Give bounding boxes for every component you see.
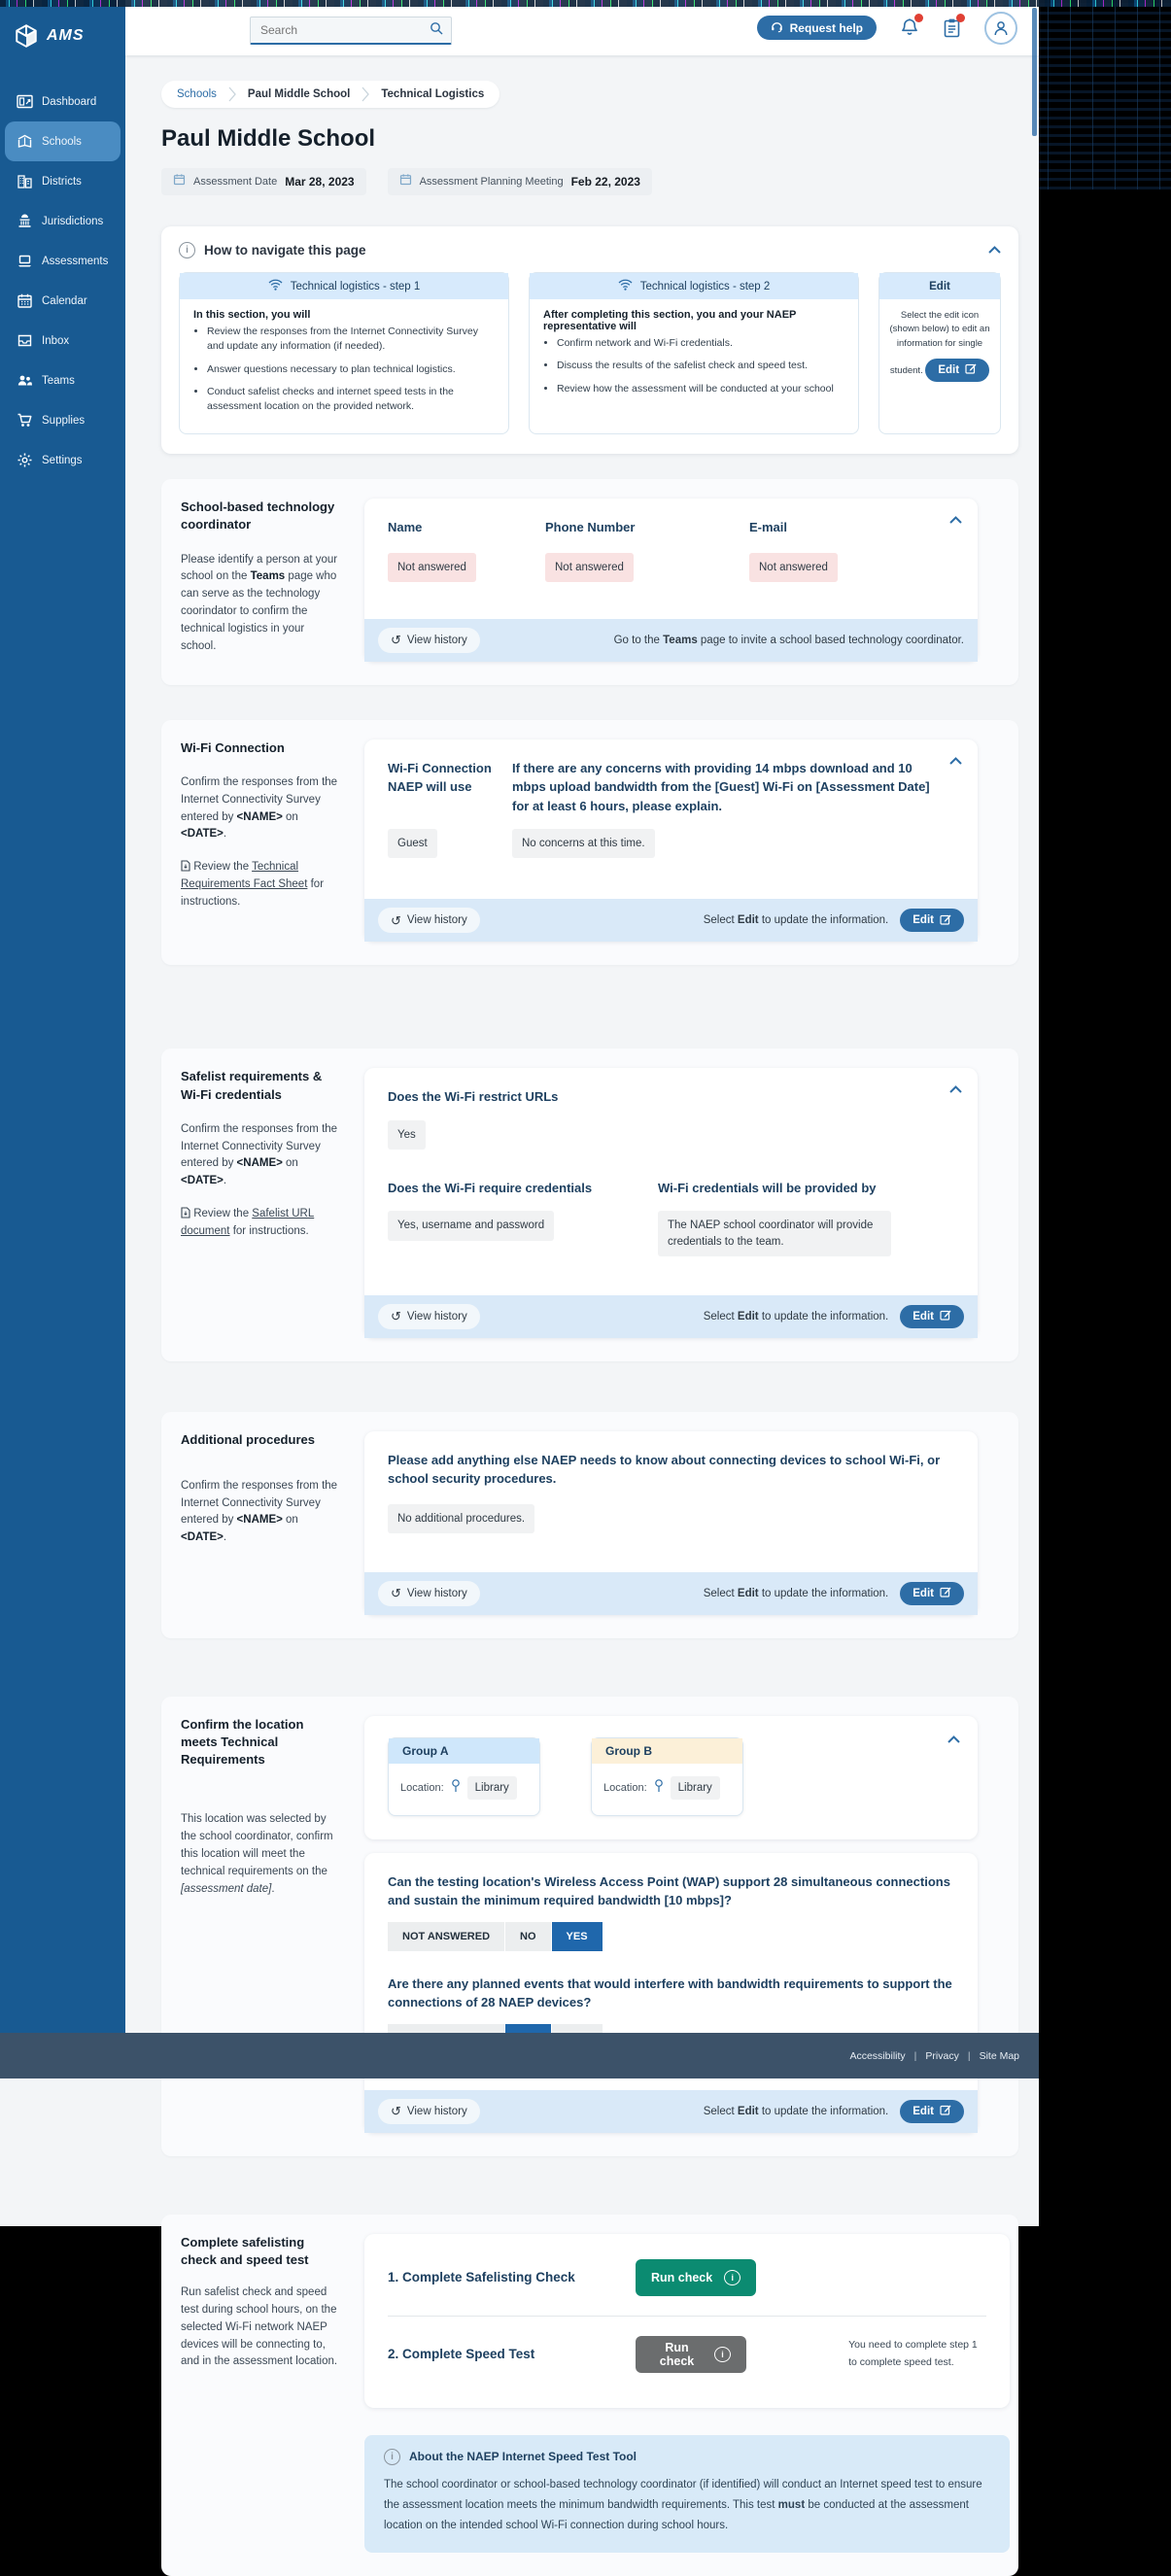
step1-intro: In this section, you will bbox=[193, 309, 311, 322]
dashboard-icon bbox=[16, 93, 33, 111]
badge-label: Assessment Date bbox=[193, 176, 278, 189]
additional-question: Please add anything else NAEP needs to know about connecting devices to school Wi-Fi, or school security procedures. bbox=[388, 1452, 941, 1487]
jurisdictions-icon bbox=[16, 213, 33, 230]
wifi-question: If there are any concerns with providing 14 mbps download and 10 mbps upload bandwidth from the [Guest] Wi-Fi on [Assessment Date] for at least 6 hours, please explain. bbox=[512, 760, 930, 813]
sidebar-item-label: Assessments bbox=[42, 255, 109, 267]
edit-card-header: Edit bbox=[879, 273, 1000, 299]
group-b-name: Group B bbox=[592, 1738, 742, 1764]
sidebar bbox=[0, 0, 125, 2033]
topbar bbox=[125, 0, 1039, 55]
breadcrumb-current-page: Technical Logistics bbox=[381, 88, 485, 100]
section-wifi-connection: Wi-Fi Connection Confirm the responses from the Internet Connectivity Survey entered by <NAME> on <DATE>. Review the Technical Requirements Fact Sheet for instructions. Wi-Fi Connection NAEP will use If there are any concerns with providing 14 mbps download and 10 mbps upload bandwidth from the [Guest] Wi-Fi on [Assessment Date] for at least 6 hours, please explain. Guest No concerns at this time. ↺ View history Select Edit to update the information. Edit bbox=[161, 720, 1018, 966]
section-heading: Additional procedures bbox=[181, 1431, 315, 1447]
location-label: Location: bbox=[400, 1781, 444, 1794]
planned-events-question: Are there any planned events that would interfere with bandwidth requirements to support the connections of 28 NAEP devices? bbox=[388, 1975, 952, 2010]
wap-question-segmented-control bbox=[388, 1922, 603, 1951]
teams-icon bbox=[16, 372, 33, 390]
edit-pencil-icon bbox=[940, 1309, 951, 1323]
sidebar-item-inbox[interactable] bbox=[0, 321, 125, 361]
history-icon: ↺ bbox=[391, 912, 401, 928]
wifi-col1-header: Wi-Fi Connection NAEP will use bbox=[388, 760, 492, 795]
brand-name: AMS bbox=[47, 27, 85, 44]
wap-question: Can the testing location's Wireless Access Point (WAP) support 28 simultaneous connections and sustain the minimum required bandwidth [10 mbps]? bbox=[388, 1873, 950, 1908]
sidebar-item-label: Inbox bbox=[42, 334, 70, 347]
supplies-icon bbox=[16, 412, 33, 429]
safelist-card bbox=[364, 1068, 978, 1337]
footer-link-privacy[interactable]: Privacy bbox=[925, 2049, 959, 2062]
calendar-icon bbox=[399, 173, 412, 190]
user-avatar-button[interactable] bbox=[984, 12, 1017, 45]
view-history-button[interactable]: ↺ View history bbox=[378, 908, 480, 933]
section-safelist-requirements: Safelist requirements & Wi-Fi credentials Confirm the responses from the Internet Connectivity Survey entered by <NAME> on <DATE>. Review the Safelist URL document for instructions. Does the Wi-Fi restrict URLs Yes Does the Wi-Fi require credentials Wi-Fi credentials will be provided by Yes, username and password The NAEP school coordinator will provide credentials to the team. ↺ View history Select Edit to update the information. Edit bbox=[161, 1048, 1018, 1360]
headset-icon bbox=[771, 20, 783, 36]
safelist-a1-chip: Yes bbox=[388, 1120, 426, 1150]
group-b-location-chip: Library bbox=[671, 1776, 720, 1800]
run-checks-card bbox=[364, 2234, 1010, 2408]
sidebar-item-label: Calendar bbox=[42, 294, 87, 307]
edit-button[interactable]: Edit bbox=[900, 909, 964, 932]
tasks-clipboard-button[interactable] bbox=[943, 17, 961, 38]
location-label: Location: bbox=[603, 1781, 647, 1794]
badge-label: Assessment Planning Meeting bbox=[419, 176, 564, 189]
info-icon: i bbox=[714, 2347, 731, 2362]
sidebar-item-assessments[interactable] bbox=[0, 241, 125, 281]
coordinator-card bbox=[364, 498, 978, 662]
sidebar-item-settings[interactable] bbox=[0, 440, 125, 480]
step1-card bbox=[179, 272, 509, 434]
sidebar-item-teams[interactable] bbox=[0, 361, 125, 400]
app-logo bbox=[0, 0, 125, 49]
safelist-a2-chip: Yes, username and password bbox=[388, 1211, 554, 1240]
additional-answer-chip: No additional procedures. bbox=[388, 1504, 534, 1533]
search-input[interactable] bbox=[251, 23, 430, 37]
group-a-name: Group A bbox=[389, 1738, 539, 1764]
view-history-button[interactable]: ↺ View history bbox=[378, 1581, 480, 1606]
divider bbox=[388, 2316, 986, 2317]
step1-header: Technical logistics - step 1 bbox=[290, 280, 421, 292]
view-history-button[interactable]: ↺ View history bbox=[378, 628, 480, 653]
column-header-phone: Phone Number bbox=[545, 520, 636, 535]
school-icon bbox=[16, 133, 33, 151]
edit-pencil-icon bbox=[965, 362, 977, 377]
sidebar-item-label: Districts bbox=[42, 175, 82, 188]
sidebar-item-label: Settings bbox=[42, 454, 83, 466]
top-right-noise-artifact bbox=[1039, 0, 1171, 189]
not-answered-chip: Not answered bbox=[749, 553, 838, 582]
scrollbar-thumb[interactable] bbox=[1032, 8, 1037, 136]
view-history-button[interactable]: ↺ View history bbox=[378, 1304, 480, 1329]
badge-value: Mar 28, 2023 bbox=[285, 175, 355, 189]
history-icon: ↺ bbox=[391, 2104, 401, 2119]
request-help-label: Request help bbox=[789, 20, 863, 35]
collapse-chevron-button[interactable] bbox=[949, 753, 962, 768]
document-icon bbox=[181, 1208, 190, 1219]
step2-bullet: • Confirm network and Wi-Fi credentials. bbox=[557, 336, 844, 351]
section-safelisting-speed-test bbox=[161, 2215, 1018, 2576]
edit-pencil-icon bbox=[940, 913, 951, 928]
group-b-card bbox=[591, 1737, 743, 1816]
section-heading: Complete safelisting check and speed test bbox=[181, 2234, 309, 2268]
step2-intro: After completing this section, you and your NAEP representative will bbox=[543, 309, 797, 333]
edit-button[interactable]: Edit bbox=[900, 1305, 964, 1328]
districts-icon bbox=[16, 173, 33, 190]
step2-card bbox=[529, 272, 859, 434]
wifi-icon bbox=[268, 279, 283, 293]
safelist-url-document-link[interactable]: Safelist URL document bbox=[181, 1207, 315, 1237]
edit-pencil-icon bbox=[940, 1586, 951, 1600]
collapse-chevron-button[interactable] bbox=[947, 1732, 960, 1746]
section-heading: School-based technology coordinator bbox=[181, 499, 335, 532]
wifi-network-chip: Guest bbox=[388, 829, 437, 858]
select-edit-note: Select Edit to update the information. bbox=[703, 914, 889, 927]
run-speed-test-button[interactable]: Run check i bbox=[636, 2336, 746, 2373]
technical-requirements-fact-sheet-link[interactable]: Technical Requirements Fact Sheet bbox=[181, 861, 308, 891]
select-edit-note: Select Edit to update the information. bbox=[703, 1587, 889, 1599]
technical-requirements-questions-card bbox=[364, 1853, 978, 2133]
settings-icon bbox=[16, 452, 33, 469]
section-additional-procedures: Additional procedures Confirm the responses from the Internet Connectivity Survey entered by <NAME> on <DATE>. Please add anything else NAEP needs to know about connecting devices to school Wi-Fi, or school security procedures. No additional procedures. ↺ View history Select Edit to update the information. Edit bbox=[161, 1412, 1018, 1638]
info-box-title: About the NAEP Internet Speed Test Tool bbox=[409, 2450, 637, 2464]
not-answered-chip: Not answered bbox=[388, 553, 476, 582]
coordinator-footer-note: Go to the Teams page to invite a school based technology coordinator. bbox=[613, 634, 964, 646]
wifi-icon bbox=[618, 279, 633, 293]
collapse-chevron-button[interactable] bbox=[949, 512, 962, 527]
breadcrumb-school-name[interactable]: Paul Middle School bbox=[247, 88, 351, 100]
view-history-button[interactable]: ↺ View history bbox=[378, 2099, 480, 2124]
notification-badge-dot bbox=[914, 14, 923, 22]
option-not-answered[interactable]: NOT ANSWERED bbox=[388, 1922, 505, 1951]
history-icon: ↺ bbox=[391, 633, 401, 648]
safelisting-check-label: 1. Complete Safelisting Check bbox=[388, 2270, 575, 2285]
not-answered-chip: Not answered bbox=[545, 553, 634, 582]
speed-test-prerequisite-note: You need to complete step 1 to complete speed test. bbox=[848, 2338, 978, 2368]
badge-value: Feb 22, 2023 bbox=[570, 175, 640, 189]
step1-bullet: • Conduct safelist checks and internet speed tests in the assessment location on the provided network. bbox=[207, 385, 495, 414]
edit-pencil-icon bbox=[940, 2104, 951, 2118]
info-icon: i bbox=[384, 2449, 400, 2465]
safelist-a3-chip: The NAEP school coordinator will provide credentials to the team. bbox=[658, 1211, 891, 1255]
sidebar-item-label: Teams bbox=[42, 374, 75, 387]
person-icon bbox=[992, 19, 1010, 37]
safelist-q1: Does the Wi-Fi restrict URLs bbox=[388, 1089, 559, 1105]
wifi-card bbox=[364, 739, 978, 943]
edit-button[interactable]: Edit bbox=[900, 1582, 964, 1605]
history-icon: ↺ bbox=[391, 1309, 401, 1324]
section-heading: Safelist requirements & Wi-Fi credentials bbox=[181, 1069, 323, 1102]
edit-button[interactable]: Edit bbox=[900, 2100, 964, 2123]
info-icon: i bbox=[724, 2270, 740, 2285]
step1-bullet: • Review the responses from the Internet Connectivity Survey and update any information (if needed). bbox=[207, 325, 495, 354]
option-no[interactable]: NO bbox=[505, 1922, 552, 1951]
assessments-icon bbox=[16, 253, 33, 270]
safelist-q3: Wi-Fi credentials will be provided by bbox=[658, 1180, 877, 1195]
step2-header: Technical logistics - step 2 bbox=[639, 280, 771, 292]
column-header-email: E-mail bbox=[749, 520, 788, 535]
search-icon[interactable] bbox=[430, 21, 443, 40]
calendar-icon bbox=[173, 173, 186, 190]
select-edit-note: Select Edit to update the information. bbox=[703, 2105, 889, 2117]
request-help-button[interactable] bbox=[757, 16, 877, 40]
step2-bullet: • Review how the assessment will be conducted at your school bbox=[557, 382, 844, 396]
section-school-based-technology-coordinator: School-based technology coordinator Please identify a person at your school on the Teams page who can serve as the technology coorindator to confirm the technical logistics in your school. Name Phone Number E-mail Not answered Not answered Not answered ↺ View history Go to the Teams page to invite a school based technology coordinator. bbox=[161, 479, 1018, 685]
section-heading: Confirm the location meets Technical Requirements bbox=[181, 1716, 304, 1768]
chevron-right-icon bbox=[362, 86, 369, 102]
group-a-location-chip: Library bbox=[467, 1776, 517, 1800]
sidebar-item-schools[interactable] bbox=[5, 121, 121, 161]
footer-link-accessibility[interactable]: Accessibility bbox=[849, 2049, 906, 2062]
top-noise-artifact bbox=[0, 0, 1171, 7]
sidebar-item-supplies[interactable] bbox=[0, 400, 125, 440]
speed-test-label: 2. Complete Speed Test bbox=[388, 2347, 535, 2362]
how-to-navigate-card bbox=[161, 226, 1018, 454]
select-edit-note: Select Edit to update the information. bbox=[703, 1310, 889, 1322]
section-confirm-location: Confirm the location meets Technical Requirements This location was selected by the school coordinator, confirm this location will meet the technical requirements on the [assessment date]. Group A Location: Library Group B Location: Library Can the testing location's Wireless Access Point (WAP) support 28 simultaneous connections and sustain the minimum required bandwidth [10 mbps]? NOT ANSWERED NO YES Are there any planned events that would interfere with bandwidth requirements to support the connections of 28 NAEP devices? ↺ View history Select Edit to update the information. Edit bbox=[161, 1697, 1018, 2156]
sidebar-item-districts[interactable] bbox=[0, 161, 125, 201]
safelist-q2: Does the Wi-Fi require credentials bbox=[388, 1180, 593, 1195]
additional-procedures-card bbox=[364, 1431, 978, 1615]
search-box bbox=[250, 17, 452, 45]
group-a-card bbox=[388, 1737, 540, 1816]
run-safelist-check-button[interactable]: Run check i bbox=[636, 2259, 756, 2296]
sidebar-item-dashboard[interactable] bbox=[0, 82, 125, 121]
edit-button[interactable]: Edit bbox=[925, 359, 989, 382]
sidebar-item-jurisdictions[interactable] bbox=[0, 201, 125, 241]
cube-icon bbox=[14, 23, 39, 49]
groups-card bbox=[364, 1716, 978, 1839]
location-pin-icon bbox=[451, 1779, 461, 1796]
collapse-chevron-button[interactable] bbox=[949, 1082, 962, 1096]
option-yes-selected[interactable]: YES bbox=[552, 1922, 603, 1951]
tasks-badge-dot bbox=[956, 14, 965, 22]
breadcrumb bbox=[161, 81, 499, 108]
document-icon bbox=[181, 861, 190, 873]
column-header-name: Name bbox=[388, 520, 423, 535]
section-heading: Wi-Fi Connection bbox=[181, 739, 285, 755]
page-footer: Accessibility | Privacy | Site Map bbox=[0, 2033, 1039, 2078]
breadcrumb-schools[interactable]: Schools bbox=[177, 88, 217, 100]
step1-bullet: • Answer questions necessary to plan technical logistics. bbox=[207, 362, 495, 377]
sidebar-item-label: Supplies bbox=[42, 414, 86, 427]
footer-link-site-map[interactable]: Site Map bbox=[979, 2049, 1019, 2062]
info-icon: i bbox=[179, 242, 195, 258]
inbox-icon bbox=[16, 332, 33, 350]
calendar-icon bbox=[16, 292, 33, 310]
sidebar-item-label: Dashboard bbox=[42, 95, 97, 108]
edit-info-card bbox=[878, 272, 1001, 434]
location-pin-icon bbox=[654, 1779, 664, 1796]
planning-meeting-badge bbox=[388, 168, 652, 195]
sidebar-item-label: Schools bbox=[42, 135, 82, 148]
sidebar-item-label: Jurisdictions bbox=[42, 215, 104, 227]
section-description: Run safelist check and speed test during school hours, on the selected Wi-Fi network NAEP devices will be connecting to, and in the assessment location. bbox=[181, 2286, 338, 2368]
wifi-concerns-chip: No concerns at this time. bbox=[512, 829, 655, 858]
chevron-right-icon bbox=[228, 86, 236, 102]
page-title: Paul Middle School bbox=[161, 125, 376, 152]
collapse-chevron-button[interactable] bbox=[988, 242, 1001, 257]
history-icon: ↺ bbox=[391, 1586, 401, 1601]
sidebar-item-calendar[interactable] bbox=[0, 281, 125, 321]
notifications-bell-button[interactable] bbox=[900, 17, 919, 38]
edit-card-text: Select the edit icon (shown below) to edit an information for single student. bbox=[889, 310, 990, 376]
info-box-text: The school coordinator or school-based technology coordinator (if identified) will conduct an Internet speed test to ensure the assessment location meets the minimum bandwidth requirements. This test must be conducted at the assessment location on the intended school Wi-Fi connection during school hours. bbox=[384, 2478, 982, 2532]
step2-bullet: • Discuss the results of the safelist check and speed test. bbox=[557, 359, 844, 373]
navigate-title: How to navigate this page bbox=[204, 243, 366, 258]
speed-test-info-box bbox=[364, 2435, 1010, 2553]
main-content bbox=[125, 55, 1039, 2576]
assessment-date-badge bbox=[161, 168, 366, 195]
